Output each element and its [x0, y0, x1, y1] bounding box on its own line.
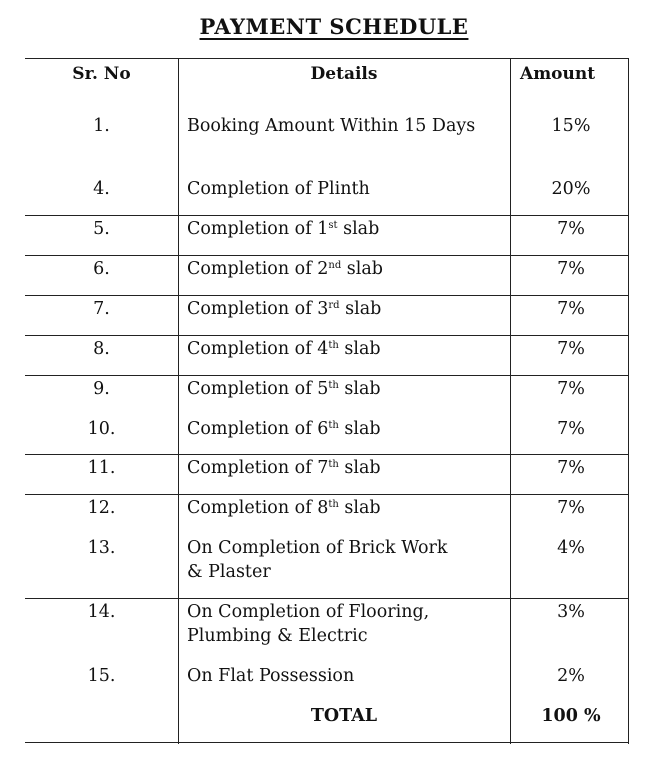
row-amount: 7% [557, 419, 585, 439]
page-title: PAYMENT SCHEDULE [199, 14, 469, 39]
row-amount: 7% [557, 339, 585, 359]
row-details: Completion of 4th slab [187, 339, 381, 359]
header-details: Details [310, 64, 378, 84]
table-border-right [628, 58, 629, 744]
row-sr: 15. [87, 666, 116, 686]
row-amount: 7% [557, 219, 585, 239]
row-details: Completion of 8th slab [187, 498, 381, 518]
row-details: Completion of Plinth [187, 179, 370, 199]
row-divider [25, 215, 629, 216]
total-label: TOTAL [310, 706, 378, 726]
row-amount: 4% [557, 538, 585, 558]
row-sr: 13. [87, 538, 116, 558]
row-amount: 15% [551, 116, 591, 136]
row-sr: 12. [87, 498, 116, 518]
row-amount: 7% [557, 259, 585, 279]
table-border-bottom [25, 742, 629, 743]
row-sr: 6. [93, 259, 110, 279]
row-divider [25, 255, 629, 256]
payment-schedule-table [25, 58, 629, 744]
column-divider [178, 58, 179, 744]
row-amount: 7% [557, 458, 585, 478]
row-details: On Completion of Brick Work & Plaster [187, 538, 448, 582]
row-details: Completion of 1st slab [187, 219, 380, 239]
row-divider [25, 494, 629, 495]
row-amount: 20% [551, 179, 591, 199]
row-sr: 9. [93, 379, 110, 399]
table-border-top [25, 58, 629, 59]
row-details: Completion of 6th slab [187, 419, 381, 439]
row-amount: 3% [557, 602, 585, 622]
row-sr: 8. [93, 339, 110, 359]
row-amount: 2% [557, 666, 585, 686]
row-divider [25, 295, 629, 296]
row-details: On Completion of Flooring, Plumbing & Electric [187, 602, 430, 646]
row-sr: 14. [87, 602, 116, 622]
header-amount: Amount [520, 64, 596, 84]
row-details: Completion of 3rd slab [187, 299, 382, 319]
total-amount: 100 % [541, 706, 601, 726]
row-details: Completion of 5th slab [187, 379, 381, 399]
row-sr: 11. [87, 458, 116, 478]
header-sr-no: Sr. No [72, 64, 131, 84]
row-divider [25, 598, 629, 599]
row-divider [25, 454, 629, 455]
row-sr: 5. [93, 219, 110, 239]
row-sr: 10. [87, 419, 116, 439]
row-amount: 7% [557, 299, 585, 319]
row-amount: 7% [557, 498, 585, 518]
row-details: On Flat Possession [187, 666, 355, 686]
row-sr: 7. [93, 299, 110, 319]
row-sr: 1. [93, 116, 110, 136]
row-sr: 4. [93, 179, 110, 199]
row-divider [25, 375, 629, 376]
row-details: Completion of 2nd slab [187, 259, 384, 279]
row-details: Booking Amount Within 15 Days [187, 116, 476, 136]
row-details: Completion of 7th slab [187, 458, 381, 478]
row-amount: 7% [557, 379, 585, 399]
row-divider [25, 335, 629, 336]
